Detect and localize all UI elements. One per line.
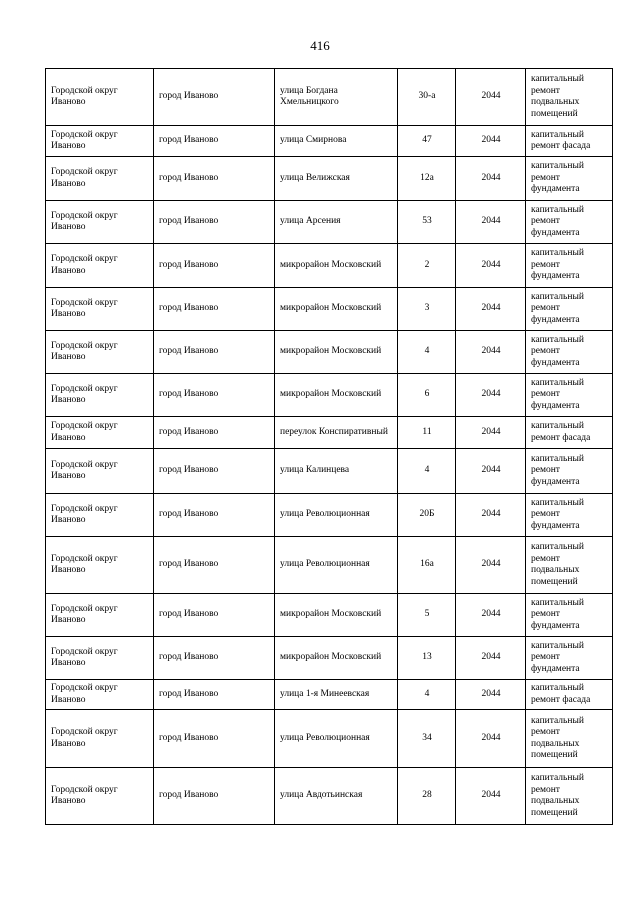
year-cell: 2044 [456,288,526,331]
table-row [46,331,613,374]
district-cell: Городской округ Иваново [46,69,154,126]
table-row [46,768,613,825]
city-cell: город Иваново [154,417,275,449]
table-row [46,494,613,537]
city-cell: город Иваново [154,244,275,288]
house-number-cell: 20Б [398,494,456,537]
city-cell: город Иваново [154,537,275,594]
street-cell: микрорайон Московский [275,637,398,680]
work-type-cell: капитальный ремонт фундамента [526,244,613,288]
city-cell: город Иваново [154,680,275,710]
street-cell: улица Смирнова [275,126,398,157]
city-cell: город Иваново [154,494,275,537]
table-row [46,710,613,768]
street-cell: улица Авдотьинская [275,768,398,825]
city-cell: город Иваново [154,637,275,680]
table-row [46,157,613,201]
city-cell: город Иваново [154,449,275,494]
city-cell: город Иваново [154,768,275,825]
table-row [46,288,613,331]
work-type-cell: капитальный ремонт фасада [526,680,613,710]
district-cell: Городской округ Иваново [46,331,154,374]
street-cell: улица Арсения [275,201,398,244]
house-number-cell: 6 [398,374,456,417]
year-cell: 2044 [456,126,526,157]
street-cell: микрорайон Московский [275,374,398,417]
year-cell: 2044 [456,680,526,710]
work-type-cell: капитальный ремонт подвальных помещений [526,710,613,768]
page-number: 416 [310,38,330,53]
table-row [46,637,613,680]
city-cell: город Иваново [154,201,275,244]
district-cell: Городской округ Иваново [46,288,154,331]
city-cell: город Иваново [154,69,275,126]
work-type-cell: капитальный ремонт фундамента [526,449,613,494]
street-cell: улица Велижская [275,157,398,201]
table-row [46,680,613,710]
house-number-cell: 12а [398,157,456,201]
street-cell: микрорайон Московский [275,331,398,374]
house-number-cell: 16а [398,537,456,594]
house-number-cell: 53 [398,201,456,244]
house-number-cell: 47 [398,126,456,157]
table-row [46,201,613,244]
street-cell: микрорайон Московский [275,288,398,331]
year-cell: 2044 [456,449,526,494]
house-number-cell: 3 [398,288,456,331]
city-cell: город Иваново [154,331,275,374]
district-cell: Городской округ Иваново [46,637,154,680]
street-cell: улица 1-я Минеевская [275,680,398,710]
street-cell: микрорайон Московский [275,594,398,637]
house-number-cell: 4 [398,449,456,494]
year-cell: 2044 [456,331,526,374]
year-cell: 2044 [456,637,526,680]
district-cell: Городской округ Иваново [46,537,154,594]
street-cell: улица Революционная [275,537,398,594]
table-row [46,244,613,288]
district-cell: Городской округ Иваново [46,374,154,417]
house-number-cell: 30-а [398,69,456,126]
table-row [46,594,613,637]
year-cell: 2044 [456,417,526,449]
house-number-cell: 11 [398,417,456,449]
district-cell: Городской округ Иваново [46,449,154,494]
street-cell: переулок Конспиративный [275,417,398,449]
house-number-cell: 13 [398,637,456,680]
year-cell: 2044 [456,374,526,417]
street-cell: улица Революционная [275,710,398,768]
street-cell: улица Революционная [275,494,398,537]
table-row [46,374,613,417]
district-cell: Городской округ Иваново [46,680,154,710]
registry-table-body [46,69,613,825]
table-row [46,126,613,157]
table-row [46,417,613,449]
street-cell: улица Калинцева [275,449,398,494]
year-cell: 2044 [456,537,526,594]
work-type-cell: капитальный ремонт фасада [526,126,613,157]
city-cell: город Иваново [154,594,275,637]
table-row [46,537,613,594]
house-number-cell: 4 [398,680,456,710]
district-cell: Городской округ Иваново [46,768,154,825]
city-cell: город Иваново [154,126,275,157]
year-cell: 2044 [456,69,526,126]
district-cell: Городской округ Иваново [46,494,154,537]
work-type-cell: капитальный ремонт подвальных помещений [526,537,613,594]
district-cell: Городской округ Иваново [46,244,154,288]
city-cell: город Иваново [154,288,275,331]
work-type-cell: капитальный ремонт фундамента [526,637,613,680]
year-cell: 2044 [456,244,526,288]
repair-registry-table [45,68,613,825]
work-type-cell: капитальный ремонт фундамента [526,494,613,537]
house-number-cell: 28 [398,768,456,825]
year-cell: 2044 [456,494,526,537]
district-cell: Городской округ Иваново [46,417,154,449]
house-number-cell: 34 [398,710,456,768]
house-number-cell: 2 [398,244,456,288]
work-type-cell: капитальный ремонт фундамента [526,288,613,331]
district-cell: Городской округ Иваново [46,710,154,768]
work-type-cell: капитальный ремонт подвальных помещений [526,69,613,126]
year-cell: 2044 [456,594,526,637]
house-number-cell: 5 [398,594,456,637]
year-cell: 2044 [456,201,526,244]
district-cell: Городской округ Иваново [46,594,154,637]
table-row [46,449,613,494]
work-type-cell: капитальный ремонт фундамента [526,201,613,244]
district-cell: Городской округ Иваново [46,126,154,157]
city-cell: город Иваново [154,157,275,201]
year-cell: 2044 [456,768,526,825]
work-type-cell: капитальный ремонт фасада [526,417,613,449]
year-cell: 2044 [456,710,526,768]
work-type-cell: капитальный ремонт фундамента [526,594,613,637]
year-cell: 2044 [456,157,526,201]
city-cell: город Иваново [154,374,275,417]
table-row [46,69,613,126]
work-type-cell: капитальный ремонт фундамента [526,157,613,201]
street-cell: улица Богдана Хмельницкого [275,69,398,126]
work-type-cell: капитальный ремонт фундамента [526,331,613,374]
work-type-cell: капитальный ремонт фундамента [526,374,613,417]
street-cell: микрорайон Московский [275,244,398,288]
city-cell: город Иваново [154,710,275,768]
district-cell: Городской округ Иваново [46,157,154,201]
district-cell: Городской округ Иваново [46,201,154,244]
house-number-cell: 4 [398,331,456,374]
work-type-cell: капитальный ремонт подвальных помещений [526,768,613,825]
